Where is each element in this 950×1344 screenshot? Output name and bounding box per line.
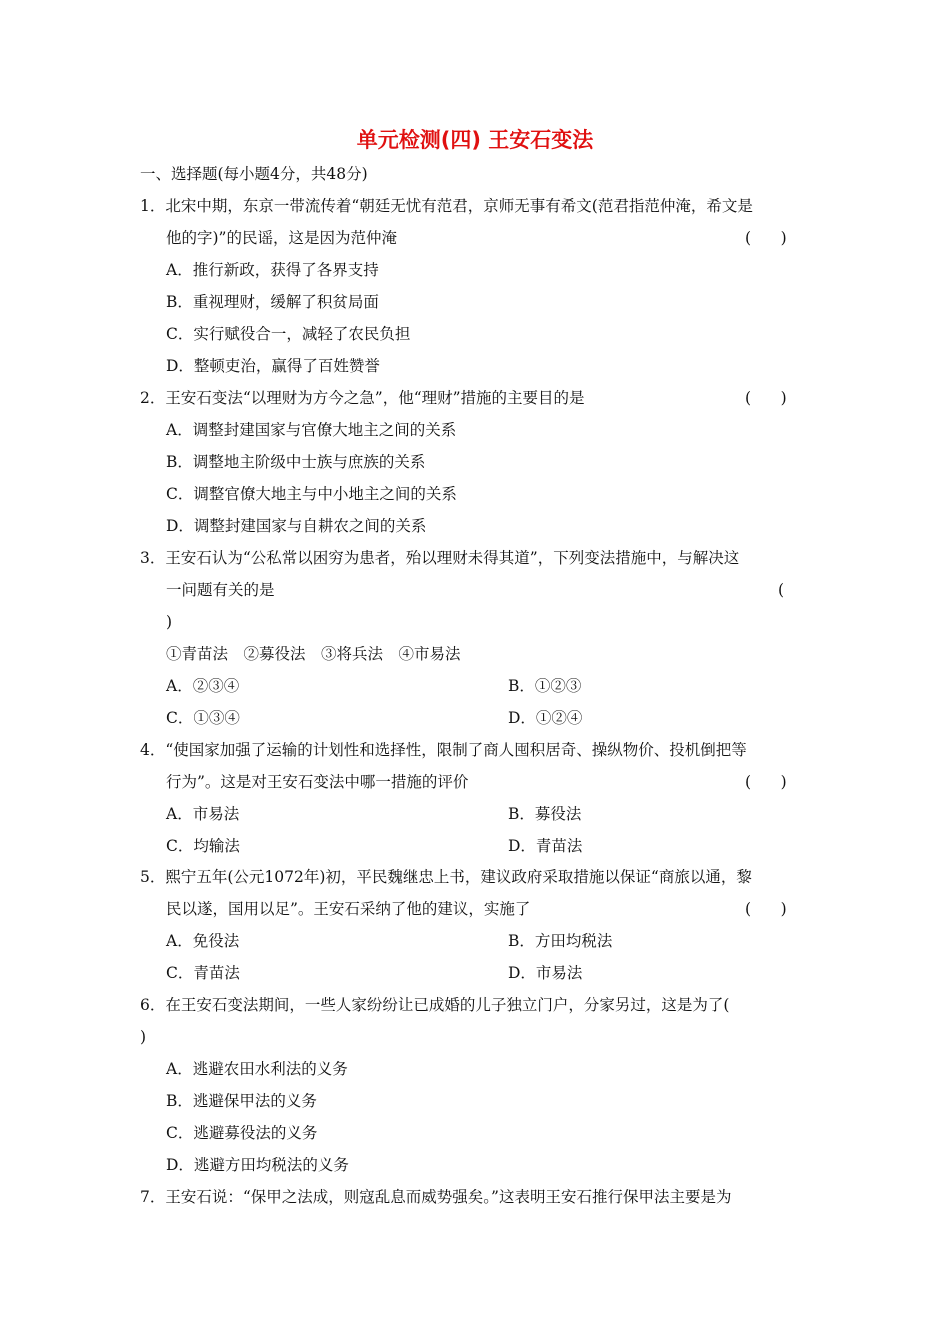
section-heading: 一、选择题(每小题4分，共48分)	[140, 165, 368, 183]
question-2-option-b: B．调整地主阶级中士族与庶族的关系	[166, 453, 426, 471]
question-3-line-1: 3．王安石认为“公私常以困穷为患者，殆以理财未得其道”，下列变法措施中，与解决这	[140, 549, 740, 567]
question-1-option-a: A．推行新政，获得了各界支持	[166, 261, 379, 279]
question-1-option-c: C．实行赋役合一，减轻了农民负担	[166, 325, 411, 343]
question-2-option-a: A．调整封建国家与官僚大地主之间的关系	[166, 421, 457, 439]
question-4-option-a: A．市易法	[166, 805, 240, 823]
question-4-option-d: D．青苗法	[508, 837, 583, 855]
question-6-line-1: 6．在王安石变法期间，一些人家纷纷让已成婚的儿子独立门户，分家另过，这是为了(	[140, 996, 730, 1014]
answer-paren-5: ( )	[745, 900, 787, 918]
question-4-line-1: 4．“使国家加强了运输的计划性和选择性，限制了商人囤积居奇、操纵物价、投机倒把等	[140, 741, 747, 759]
question-5-option-a: A．免役法	[166, 932, 240, 950]
question-4-line-2: 行为”。这是对王安石变法中哪一措施的评价	[166, 773, 469, 791]
question-3-line-2: 一问题有关的是	[166, 581, 275, 599]
question-1-line-2: 他的字)”的民谣，这是因为范仲淹	[166, 229, 397, 247]
question-3-items: ①青苗法 ②募役法 ③将兵法 ④市易法	[166, 645, 461, 663]
question-4-option-c: C．均输法	[166, 837, 240, 855]
question-5-line-2: 民以遂，国用以足”。王安石采纳了他的建议，实施了	[166, 900, 531, 918]
question-3-option-a: A．②③④	[166, 677, 240, 695]
question-1-option-d: D．整顿吏治，赢得了百姓赞誉	[166, 357, 380, 375]
answer-paren-3-close: )	[166, 613, 173, 631]
question-6-option-d: D．逃避方田均税法的义务	[166, 1156, 349, 1174]
question-5-option-d: D．市易法	[508, 964, 583, 982]
question-5-line-1: 5．熙宁五年(公元1072年)初，平民魏继忠上书，建议政府采取措施以保证“商旅以通，黎	[140, 868, 752, 886]
question-5-option-b: B．方田均税法	[508, 932, 613, 950]
question-2-option-c: C．调整官僚大地主与中小地主之间的关系	[166, 485, 457, 503]
answer-paren-2: ( )	[745, 389, 787, 407]
question-1-option-b: B．重视理财，缓解了积贫局面	[166, 293, 379, 311]
question-6-line-2: )	[140, 1028, 147, 1046]
question-2-option-d: D．调整封建国家与自耕农之间的关系	[166, 517, 427, 535]
question-3-option-d: D．①②④	[508, 709, 583, 727]
question-3-option-b: B．①②③	[508, 677, 582, 695]
question-4-option-b: B．募役法	[508, 805, 582, 823]
answer-paren-3-open: (	[778, 581, 785, 599]
question-7-line-1: 7．王安石说：“保甲之法成，则寇乱息而威势强矣。”这表明王安石推行保甲法主要是为	[140, 1188, 732, 1206]
answer-paren-1: ( )	[745, 229, 787, 247]
answer-paren-4: ( )	[745, 773, 787, 791]
page-title: 单元检测(四) 王安石变法	[356, 128, 594, 152]
question-2-line-1: 2．王安石变法“以理财为方今之急”，他“理财”措施的主要目的是	[140, 389, 585, 407]
question-6-option-a: A．逃避农田水利法的义务	[166, 1060, 348, 1078]
question-3-option-c: C．①③④	[166, 709, 240, 727]
question-6-option-b: B．逃避保甲法的义务	[166, 1092, 317, 1110]
question-1-line-1: 1．北宋中期，东京一带流传着“朝廷无忧有范君，京师无事有希文(范君指范仲淹，希文是	[140, 197, 753, 215]
question-6-option-c: C．逃避募役法的义务	[166, 1124, 318, 1142]
question-5-option-c: C．青苗法	[166, 964, 240, 982]
